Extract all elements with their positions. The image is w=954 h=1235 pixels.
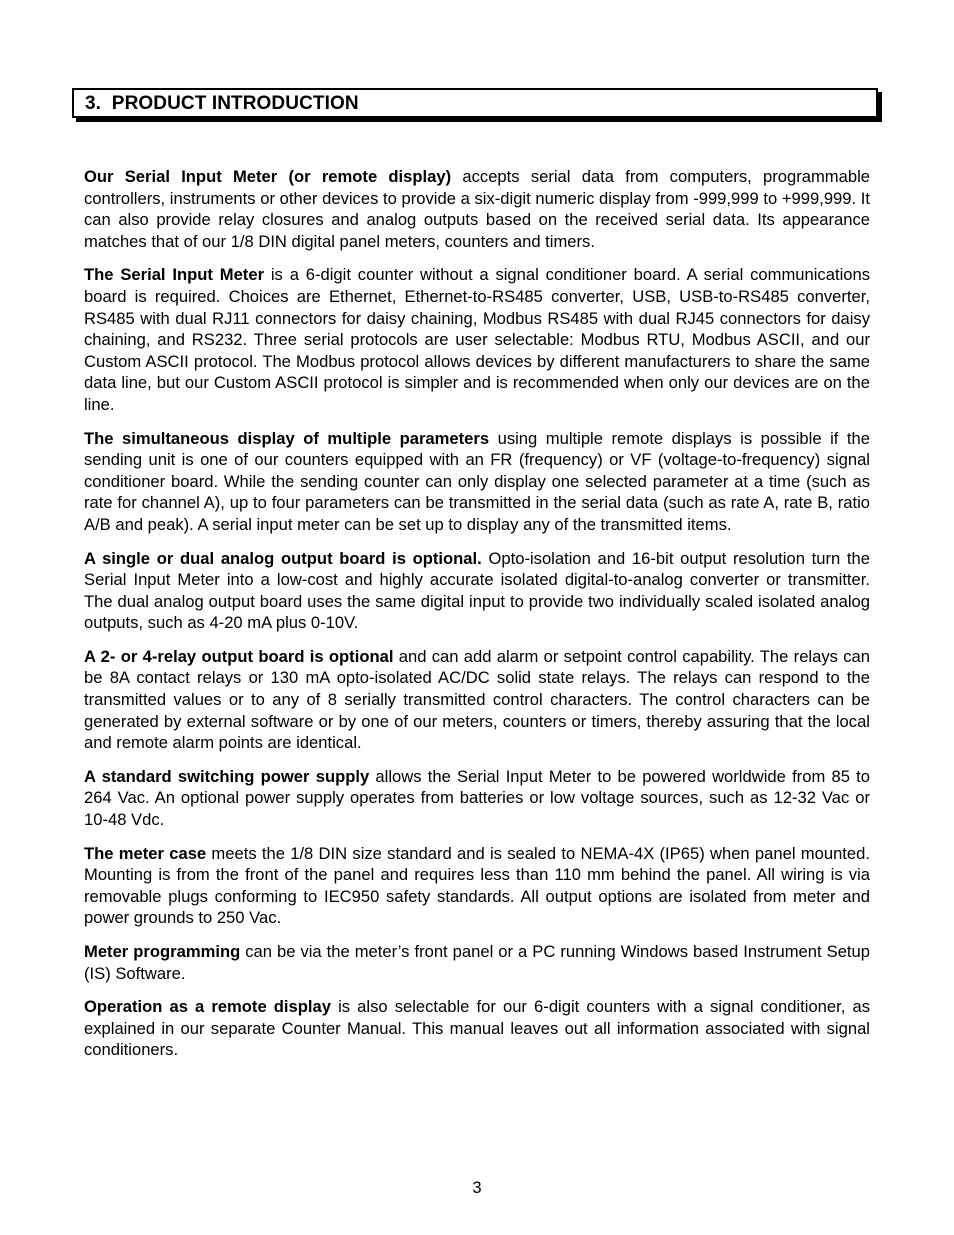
paragraph-text: allows the Serial Input Meter to be powered worldwide from 85 to 264 Vac. An optional power supply operates from batteries or low voltage sources, such as 12-32 Vac or 10-48 Vdc. xyxy=(84,766,871,830)
paragraph-text: is a 6-digit counter without a signal conditioner board. A serial communications board is required. Choices are Ethernet, Ethernet-to-RS485 converter, USB, USB-to-RS485 converter, RS485 with dual RJ11 connectors for daisy chaining, Modbus RS485 with dual RJ45 connectors for daisy chaining, and RS232. Three serial protocols are user selectable: Modbus RTU, Modbus ASCII, and our Custom ASCII protocol. The Modbus protocol allows devices by different manufacturers to share the same data line, but our Custom ASCII protocol is simpler and is recommended when only our devices are on the line. xyxy=(84,265,871,414)
paragraph-lead: Meter programming xyxy=(84,942,241,961)
paragraph-power-supply xyxy=(84,766,870,831)
paragraph-lead: The Serial Input Meter xyxy=(84,265,265,285)
paragraph-multiple-parameters xyxy=(84,428,870,536)
paragraph-text: using multiple remote displays is possible if the sending unit is one of our counters equipped with an FR (frequency) or VF (voltage-to-frequency) signal conditioner board. While the sending counter can only display one selected parameter at a time (such as rate for channel A), up to four parameters can be transmitted in the serial data (such as rate A, rate B, ratio A/B and peak). A serial input meter can be set up to display any of the transmitted items. xyxy=(84,428,870,534)
paragraph-meter-programming xyxy=(84,941,870,984)
paragraph-serial-input-meter xyxy=(84,166,870,252)
paragraph-text: meets the 1/8 DIN size standard and is sealed to NEMA-4X (IP65) when panel mounted. Mounting is from the front of the panel and requires less than 110 mm behind the panel. All wiring is via removable plugs conforming to IEC950 safety standards. All output options are isolated from meter and power grounds to 250 Vac. xyxy=(84,843,870,928)
paragraph-lead: The simultaneous display of multiple parameters xyxy=(84,428,490,448)
paragraph-communications xyxy=(84,264,870,415)
paragraph-lead: The meter case xyxy=(84,843,207,863)
paragraph-text: accepts serial data from computers, programmable controllers, instruments or other devices to provide a six-digit numeric display from -999,999 to +999,999. It can also provide relay closures and analog outputs based on the received serial data. Its appearance matches that of our 1/8 DIN digital panel meters, counters and timers. xyxy=(84,167,870,251)
document-body xyxy=(84,166,870,1073)
paragraph-lead: Our Serial Input Meter (or remote display) xyxy=(84,167,452,186)
paragraph-lead: A 2- or 4-relay output board is optional xyxy=(84,646,394,666)
page-number: 3 xyxy=(472,1178,482,1197)
paragraph-text: Opto-isolation and 16-bit output resolution turn the Serial Input Meter into a low-cost and highly accurate isolated digital-to-analog converter or transmitter. The dual analog output board uses the same digital input to provide two individually scaled isolated analog outputs, such as 4-20 mA plus 0-10V. xyxy=(84,548,870,633)
section-header xyxy=(72,88,878,118)
paragraph-lead: A single or dual analog output board is optional. xyxy=(84,548,482,568)
paragraph-text: can be via the meter’s front panel or a PC running Windows based Instrument Setup (IS) Software. xyxy=(84,942,870,983)
paragraph-relay-output xyxy=(84,646,870,754)
section-title: 3. PRODUCT INTRODUCTION xyxy=(85,93,359,114)
paragraph-meter-case xyxy=(84,843,870,929)
paragraph-lead: Operation as a remote display xyxy=(84,997,331,1017)
paragraph-analog-output xyxy=(84,548,870,634)
paragraph-text: is also selectable for our 6-digit counters with a signal conditioner, as explained in our separate Counter Manual. This manual leaves out all information associated with signal conditioners. xyxy=(84,997,870,1060)
paragraph-remote-display xyxy=(84,996,870,1061)
paragraph-lead: A standard switching power supply xyxy=(84,766,370,786)
paragraph-text: and can add alarm or setpoint control capability. The relays can be 8A contact relays or 130 mA opto-isolated AC/DC solid state relays. The relays can respond to the transmitted values or to any of 8 serially transmitted control characters. The control characters can be generated by external software or by one of our meters, counters or timers, thereby assuring that the local and remote alarm points are identical. xyxy=(84,646,870,753)
